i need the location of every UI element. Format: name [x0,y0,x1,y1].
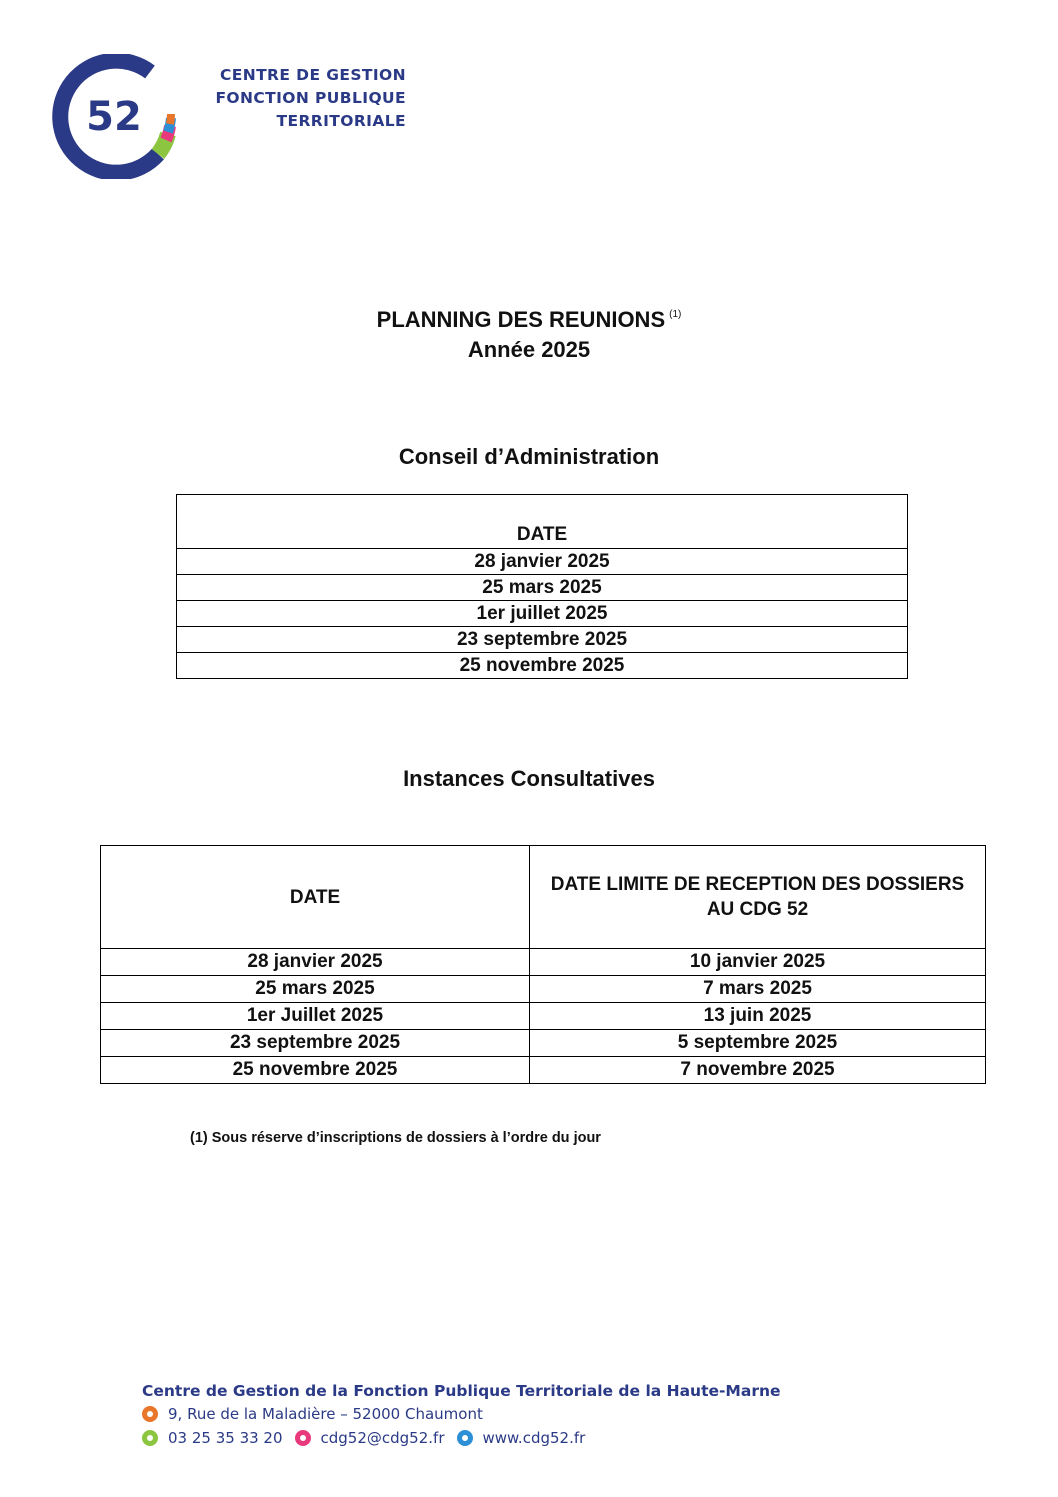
logo-text [160,64,406,133]
title-line-1 [0,300,1058,335]
conseil-date: 23 septembre 2025 [177,627,908,653]
table-row [177,601,908,627]
instances-limit: 7 mars 2025 [530,976,986,1003]
instances-date: 28 janvier 2025 [101,949,530,976]
instances-date: 23 septembre 2025 [101,1030,530,1057]
page-title [0,300,1058,365]
instances-limit: 10 janvier 2025 [530,949,986,976]
conseil-date: 28 janvier 2025 [177,549,908,575]
conseil-date-header: DATE [177,495,908,549]
footer [142,1380,781,1450]
cdg52-logo [50,54,406,179]
instances-date-header: DATE [101,846,530,949]
table-row [177,653,908,679]
footer-email[interactable]: cdg52@cdg52.fr [320,1429,445,1447]
instances-limit: 7 novembre 2025 [530,1057,986,1084]
web-icon [457,1430,473,1446]
instances-limit: 13 juin 2025 [530,1003,986,1030]
table-row [177,575,908,601]
table-row [101,949,986,976]
footer-phone: 03 25 35 33 20 [168,1429,283,1447]
conseil-table [176,494,908,679]
table-row [177,627,908,653]
email-icon [295,1430,311,1446]
limit-header-line-2: AU CDG 52 [706,899,809,920]
instances-table [100,845,986,1084]
phone-icon [142,1430,158,1446]
instances-date: 25 mars 2025 [101,976,530,1003]
footer-contact-line [142,1426,781,1450]
footer-website[interactable]: www.cdg52.fr [482,1429,586,1447]
footer-address-line [142,1402,781,1426]
conseil-date: 1er juillet 2025 [177,601,908,627]
footer-title: Centre de Gestion de la Fonction Publique Territoriale de la Haute-Marne [142,1382,781,1400]
instances-heading: Instances Consultatives [403,766,655,791]
instances-limit-header [530,846,986,949]
table-row [101,1003,986,1030]
table-row [101,976,986,1003]
table-row [101,1057,986,1084]
instances-limit: 5 septembre 2025 [530,1030,986,1057]
table-row [101,1030,986,1057]
logo-line-3: TERRITORIALE [276,112,406,130]
logo-number: 52 [86,94,142,140]
table-row [177,549,908,575]
footer-address: 9, Rue de la Maladière – 52000 Chaumont [168,1405,483,1423]
title-note-marker: (1) [669,309,682,320]
conseil-date: 25 novembre 2025 [177,653,908,679]
title-line-2: Année 2025 [467,337,591,362]
footnote: (1) Sous réserve d’inscriptions de dossiers à l’ordre du jour [190,1130,601,1146]
instances-date: 25 novembre 2025 [101,1057,530,1084]
location-icon [142,1406,158,1422]
limit-header-line-1: DATE LIMITE DE RECEPTION DES DOSSIERS [550,874,965,895]
conseil-heading: Conseil d’Administration [398,444,660,469]
title-text: PLANNING DES REUNIONS [376,307,666,332]
logo-line-2: FONCTION PUBLIQUE [215,89,406,107]
conseil-date: 25 mars 2025 [177,575,908,601]
instances-date: 1er Juillet 2025 [101,1003,530,1030]
logo-line-1: CENTRE DE GESTION [219,66,406,84]
